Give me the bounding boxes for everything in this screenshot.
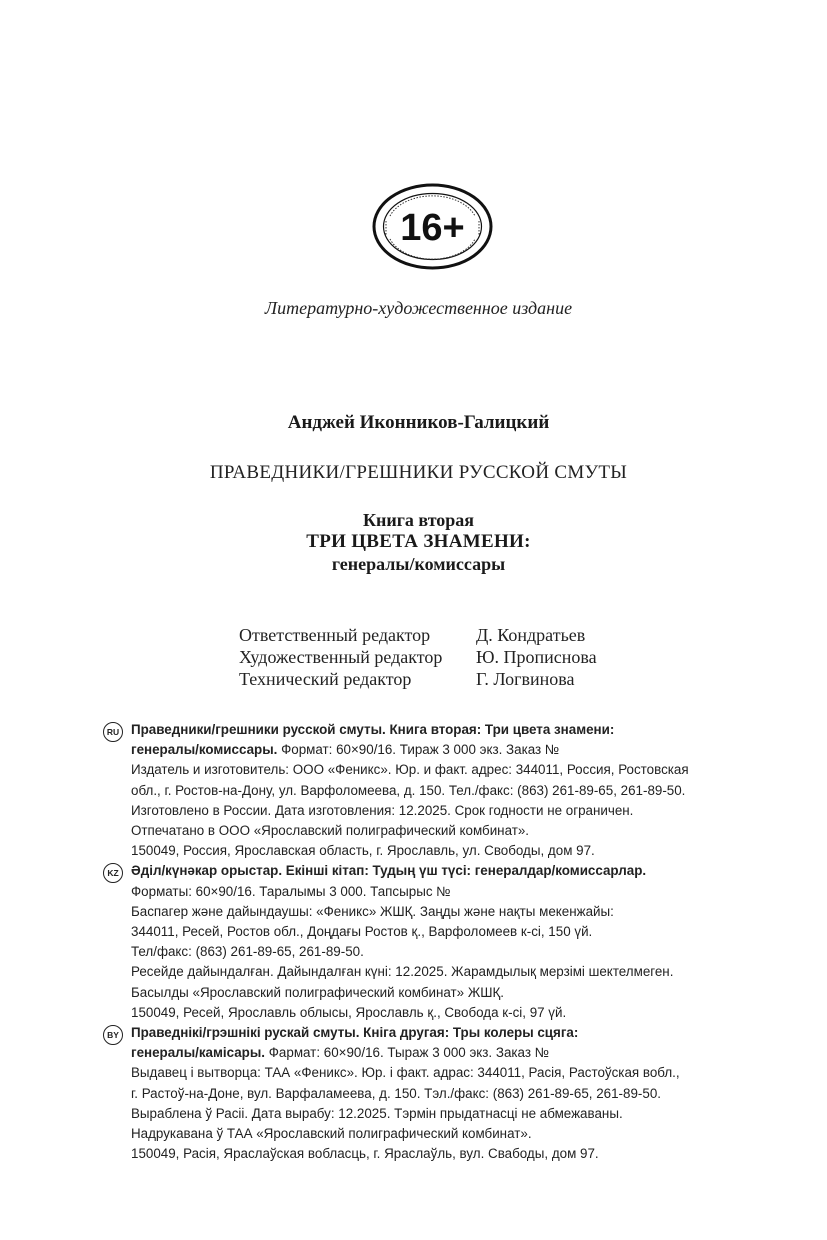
imprint-line: Отпечатано в ООО «Ярославский полиграфический комбинат». xyxy=(131,823,530,839)
editor-role: Художественный редактор xyxy=(239,647,443,667)
imprint-title: Праведнікі/грэшнікі рускай смуты. Кніга другая: Тры колеры сцяга: xyxy=(131,1025,579,1041)
imprint-by xyxy=(102,1023,742,1164)
editor-role: Технический редактор xyxy=(239,669,412,689)
editors-list xyxy=(239,624,597,690)
editor-row xyxy=(239,668,597,690)
editor-row xyxy=(239,624,597,646)
editor-name: Ю. Прописнова xyxy=(476,647,597,667)
imprint-line: Басылды «Ярославский полиграфический комбинат» ЖШҚ. xyxy=(131,984,504,1000)
imprint-title: Әділ/күнәкар орыстар. Екінші кітап: Тудың үш түсі: генералдар/комиссарлар. xyxy=(131,863,647,879)
imprint-line: 150049, Ресей, Ярославль облысы, Ярославль қ., Свобода к-сі, 97 үй. xyxy=(131,1004,567,1020)
language-badge-by: BY xyxy=(103,1025,123,1045)
age-rating-label: 16+ xyxy=(400,207,465,249)
imprint-line: Тел/факс: (863) 261-89-65, 261-89-50. xyxy=(131,944,364,960)
age-rating-badge xyxy=(372,183,493,270)
imprint-line: 150049, Россия, Ярославская область, г. Ярославль, ул. Свободы, дом 97. xyxy=(131,843,595,859)
imprint-block xyxy=(102,720,742,1164)
language-badge-ru: RU xyxy=(103,722,123,742)
imprint-kz xyxy=(102,861,742,1023)
imprint-format-line xyxy=(131,1043,742,1063)
book-title-block xyxy=(0,509,827,575)
imprint-title: Праведники/грешники русской смуты. Книга вторая: Три цвета знамени: xyxy=(131,722,615,737)
author-name: Анджей Иконников-Галицкий xyxy=(287,412,550,433)
imprint-title-line xyxy=(131,720,742,740)
imprint-line: Форматы: 60×90/16. Таралымы 3 000. Тапсырыс № xyxy=(131,883,451,899)
imprint-line: 344011, Ресей, Ростов обл., Доңдағы Ростов қ., Варфоломеев к-сі, 150 үй. xyxy=(131,924,593,940)
imprint-line: Выраблена ў Расіі. Дата вырабу: 12.2025. Тэрмін прыдатнасці не абмежаваны. xyxy=(131,1105,623,1121)
series-title: ПРАВЕДНИКИ/ГРЕШНИКИ РУССКОЙ СМУТЫ xyxy=(209,462,628,483)
imprint-line: Ресейде дайындалған. Дайындалған күні: 12.2025. Жарамдылық мерзімі шектелмеген. xyxy=(131,964,674,980)
imprint-line: г. Растоў-на-Доне, вул. Варфаламеева, д. 150. Тэл./факс: (863) 261-89-65, 261-89-50. xyxy=(131,1085,661,1101)
imprint-line: 150049, Расія, Яраслаўская вобласць, г. Яраслаўль, вул. Свабоды, дом 97. xyxy=(131,1146,599,1162)
imprint-line: Издатель и изготовитель: ООО «Феникс». Юр. и факт. адрес: 344011, Россия, Ростовская xyxy=(131,762,689,778)
imprint-line: Баспагер және дайындаушы: «Феникс» ЖШҚ. Заңды және нақты мекенжайы: xyxy=(131,903,614,919)
imprint-line: Выдавец і вытворца: ТАА «Феникс». Юр. і факт. адрас: 344011, Расія, Растоўская вобл., xyxy=(131,1065,680,1081)
imprint-title-cont: генералы/камісары. xyxy=(131,1045,266,1061)
imprint-ru xyxy=(102,720,742,861)
imprint-format: Формат: 60×90/16. Тираж 3 000 экз. Заказ № xyxy=(277,742,560,758)
book-title: ТРИ ЦВЕТА ЗНАМЕНИ: xyxy=(306,531,531,552)
book-number: Книга вторая xyxy=(362,510,475,530)
editor-name: Д. Кондратьев xyxy=(476,625,586,645)
age-rating-stamp-icon xyxy=(372,183,493,270)
imprint-line: обл., г. Ростов-на-Дону, ул. Варфоломеева, д. 150. Тел./факс: (863) 261-89-65, 261-89-50. xyxy=(131,782,686,798)
imprint-line: Изготовлено в России. Дата изготовления: 12.2025. Срок годности не ограничен. xyxy=(131,802,634,818)
editor-role: Ответственный редактор xyxy=(239,625,431,645)
imprint-line: Надрукавана ў ТАА «Ярославский полиграфический комбинат». xyxy=(131,1126,532,1142)
imprint-title-line xyxy=(131,1023,742,1043)
imprint-title-cont: генералы/комиссары. xyxy=(131,742,278,758)
editor-name: Г. Логвинова xyxy=(476,669,575,689)
edition-type: Литературно-художественное издание xyxy=(264,298,573,318)
book-subtitle: генералы/комиссары xyxy=(331,554,506,574)
imprint-format: Фармат: 60×90/16. Тыраж 3 000 экз. Заказ № xyxy=(265,1045,550,1061)
imprint-format-line xyxy=(131,740,742,760)
language-badge-kz: KZ xyxy=(103,863,123,883)
editor-row xyxy=(239,646,597,668)
imprint-title-line xyxy=(131,861,742,881)
